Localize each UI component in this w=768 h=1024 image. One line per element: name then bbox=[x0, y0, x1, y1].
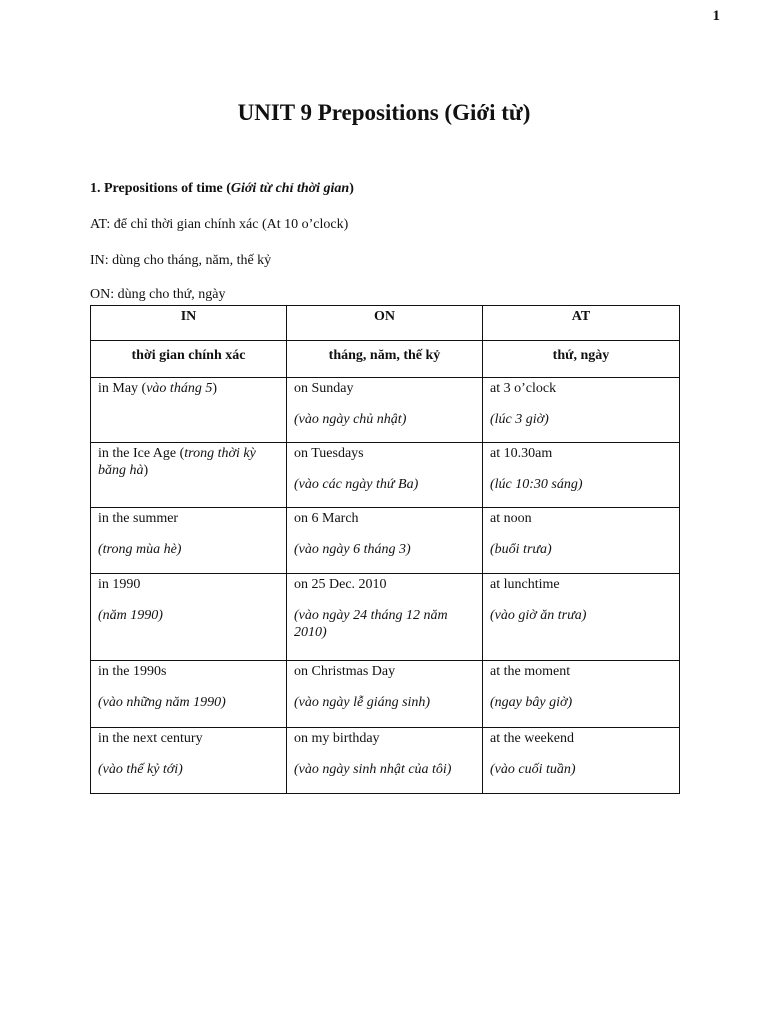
cell-in-main: in the Ice Age ( bbox=[98, 446, 185, 461]
cell-on-translation: (vào ngày 6 tháng 3) bbox=[294, 542, 411, 557]
cell-in-translation: vào tháng 5 bbox=[146, 381, 213, 396]
cell-on-main: on 25 Dec. 2010 bbox=[294, 577, 387, 592]
cell-on-translation: (vào ngày lễ giáng sinh) bbox=[294, 695, 431, 710]
cell-on bbox=[287, 508, 483, 574]
cell-in-translation: (năm 1990) bbox=[98, 608, 163, 623]
cell-at bbox=[483, 443, 680, 508]
prepositions-table bbox=[90, 305, 680, 794]
cell-at-main: at lunchtime bbox=[490, 577, 560, 592]
section-heading-italic: Giới từ chỉ thời gian bbox=[230, 181, 350, 196]
cell-at-translation: (vào giờ ăn trưa) bbox=[490, 608, 587, 623]
table-row bbox=[91, 661, 680, 728]
table-row bbox=[91, 378, 680, 443]
cell-at-translation: (lúc 10:30 sáng) bbox=[490, 477, 583, 492]
table-header-row bbox=[91, 306, 680, 341]
cell-at-main: at 10.30am bbox=[490, 446, 553, 461]
section-heading-prefix: 1. Prepositions of time ( bbox=[90, 181, 231, 196]
cell-at-translation: (lúc 3 giờ) bbox=[490, 412, 549, 427]
cell-on-main: on 6 March bbox=[294, 511, 359, 526]
subheader-at: thứ, ngày bbox=[483, 341, 680, 378]
rule-at: AT: để chỉ thời gian chính xác (At 10 o’clock) bbox=[90, 217, 349, 232]
cell-on-translation: (vào các ngày thứ Ba) bbox=[294, 477, 419, 492]
cell-on-translation: (vào ngày sinh nhật của tôi) bbox=[294, 762, 452, 777]
cell-on-main: on Sunday bbox=[294, 381, 354, 396]
page-title: UNIT 9 Prepositions (Giới từ) bbox=[237, 100, 531, 125]
cell-in-close: ) bbox=[212, 381, 217, 396]
cell-in bbox=[91, 378, 287, 443]
table-row bbox=[91, 508, 680, 574]
cell-at-main: at 3 o’clock bbox=[490, 381, 557, 396]
cell-in-translation: (vào thế kỷ tới) bbox=[98, 762, 183, 777]
cell-in-main: in May ( bbox=[98, 381, 147, 396]
header-on: ON bbox=[287, 306, 483, 341]
section-heading bbox=[90, 181, 354, 197]
cell-in bbox=[91, 443, 287, 508]
cell-on bbox=[287, 378, 483, 443]
cell-on-main: on Tuesdays bbox=[294, 446, 364, 461]
cell-in-main: in the next century bbox=[98, 731, 203, 746]
cell-on bbox=[287, 728, 483, 794]
cell-at bbox=[483, 661, 680, 728]
table-row bbox=[91, 728, 680, 794]
rule-on: ON: dùng cho thứ, ngày bbox=[90, 287, 226, 302]
rule-in: IN: dùng cho tháng, năm, thế kỷ bbox=[90, 253, 272, 268]
cell-at-main: at noon bbox=[490, 511, 532, 526]
cell-in-main: in the summer bbox=[98, 511, 179, 526]
cell-in-translation: (trong mùa hè) bbox=[98, 542, 182, 557]
cell-in bbox=[91, 508, 287, 574]
cell-in-translation: (vào những năm 1990) bbox=[98, 695, 226, 710]
table-subheader-row bbox=[91, 341, 680, 378]
cell-in-main: in 1990 bbox=[98, 577, 141, 592]
cell-at-translation: (ngay bây giờ) bbox=[490, 695, 573, 710]
cell-at-translation: (vào cuối tuần) bbox=[490, 762, 576, 777]
header-at: AT bbox=[483, 306, 680, 341]
cell-at-translation: (buổi trưa) bbox=[490, 542, 552, 557]
cell-in-close: ) bbox=[143, 463, 149, 478]
cell-on-main: on Christmas Day bbox=[294, 664, 396, 679]
cell-at-main: at the weekend bbox=[490, 731, 574, 746]
cell-at bbox=[483, 728, 680, 794]
section-heading-suffix: ) bbox=[349, 181, 354, 196]
cell-on-translation: (vào ngày chủ nhật) bbox=[294, 412, 407, 427]
cell-at bbox=[483, 508, 680, 574]
cell-on bbox=[287, 661, 483, 728]
subheader-in: thời gian chính xác bbox=[91, 341, 287, 378]
cell-in-translation: trong thời kỳ băng hà bbox=[98, 446, 256, 478]
cell-at bbox=[483, 574, 680, 661]
cell-at-main: at the moment bbox=[490, 664, 571, 679]
cell-at bbox=[483, 378, 680, 443]
cell-in bbox=[91, 728, 287, 794]
header-in: IN bbox=[91, 306, 287, 341]
cell-on-main: on my birthday bbox=[294, 731, 380, 746]
page-number: 1 bbox=[712, 8, 720, 24]
cell-in bbox=[91, 574, 287, 661]
cell-in bbox=[91, 661, 287, 728]
table-row bbox=[91, 574, 680, 661]
cell-on bbox=[287, 443, 483, 508]
subheader-on: tháng, năm, thế kỷ bbox=[287, 341, 483, 378]
cell-on bbox=[287, 574, 483, 661]
table-row bbox=[91, 443, 680, 508]
cell-on-translation: (vào ngày 24 tháng 12 năm 2010) bbox=[294, 608, 448, 640]
cell-in-main: in the 1990s bbox=[98, 664, 167, 679]
